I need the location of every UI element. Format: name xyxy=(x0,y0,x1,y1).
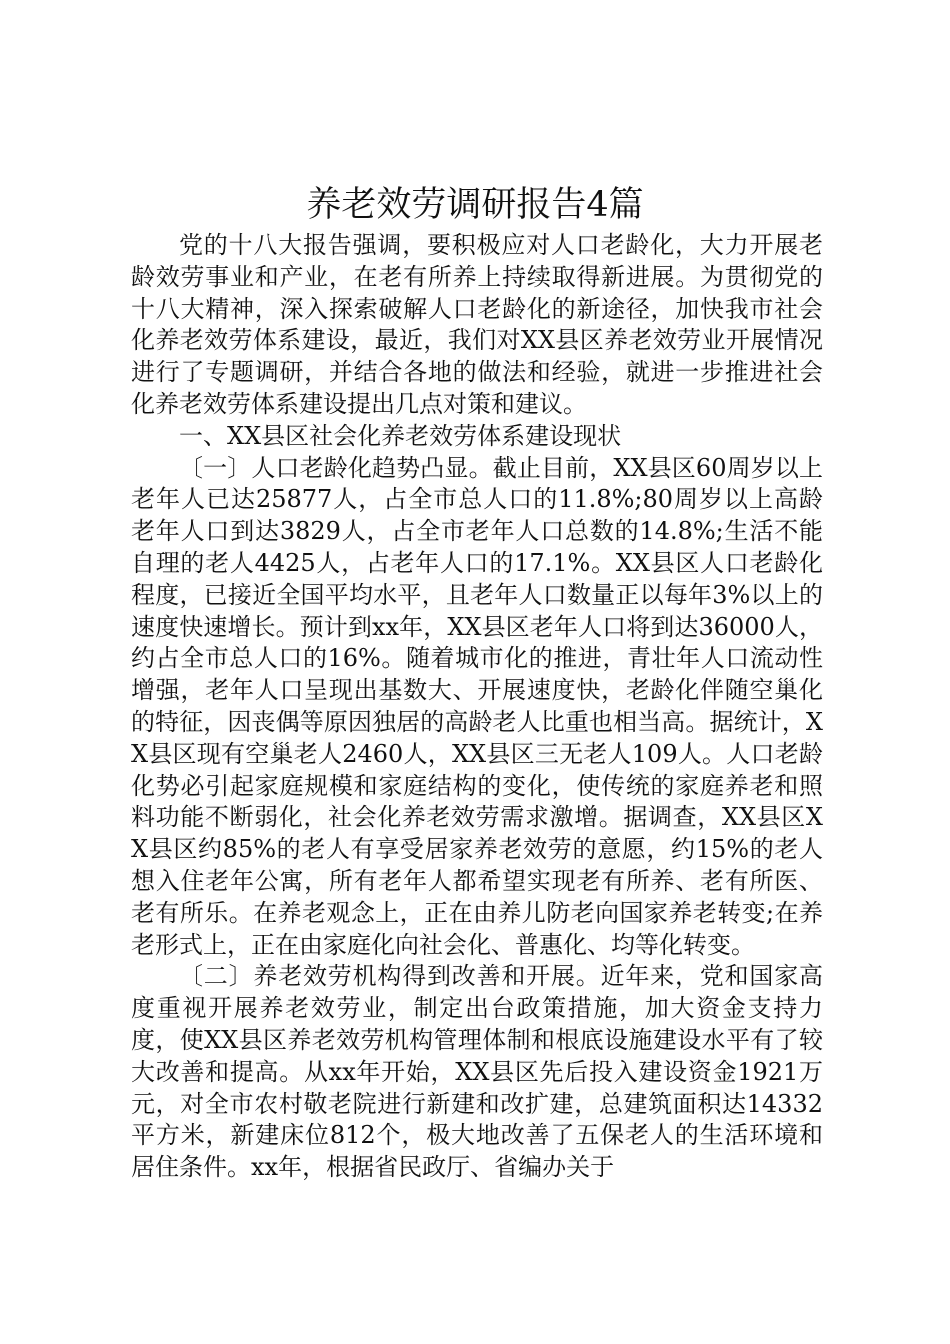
section-heading-1: 一、XX县区社会化养老效劳体系建设现状 xyxy=(179,421,622,450)
document-title: 养老效劳调研报告4篇 xyxy=(306,185,644,225)
paragraph-service-institutions: 〔二〕养老效劳机构得到改善和开展。近年来，党和国家高度重视开展养老效劳业，制定出台政策措施，加大资金支持力度，使XX县区养老效劳机构管理体制和根底设施建设水平有了较大改善和提高。从xx年开始，XX县区先后投入建设资金1921万元，对全市农村敬老院进行新建和改扩建，总建筑面积达14332平方米，新建床位812个，极大地改善了五保老人的生活环境和居住条件。xx年，根据省民政厅、省编办关于 xyxy=(131,962,823,1182)
paragraph-intro: 党的十八大报告强调，要积极应对人口老龄化，大力开展老龄效劳事业和产业，在老有所养上持续取得新进展。为贯彻党的十八大精神，深入探索破解人口老龄化的新途径，加快我市社会化养老效劳体系建设，最近，我们对XX县区养老效劳业开展情况进行了专题调研，并结合各地的做法和经验，就进一步推进社会化养老效劳体系建设提出几点对策和建议。 xyxy=(131,231,823,418)
document-body xyxy=(131,230,823,1184)
paragraph-aging-trend: 〔一〕人口老龄化趋势凸显。截止目前，XX县区60周岁以上老年人已达25877人，占全市总人口的11.8%;80周岁以上高龄老年人口到达3829人，占全市老年人口总数的14.8%;生活不能自理的老人4425人，占老年人口的17.1%。XX县区人口老龄化程度，已接近全国平均水平，且老年人口数量正以每年3%以上的速度快速增长。预计到xx年，XX县区老年人口将到达36000人，约占全市总人口的16%。随着城市化的推进，青壮年人口流动性增强，老年人口呈现出基数大、开展速度快，老龄化伴随空巢化的特征，因丧偶等原因独居的高龄老人比重也相当高。据统计，XX县区现有空巢老人2460人，XX县区三无老人109人。人口老龄化势必引起家庭规模和家庭结构的变化，使传统的家庭养老和照料功能不断弱化，社会化养老效劳需求激增。据调查，XX县区XX县区约85%的老人有享受居家养老效劳的意愿，约15%的老人想入住老年公寓，所有老年人都希望实现老有所养、老有所医、老有所乐。在养老观念上，正在由养儿防老向国家养老转变;在养老形式上，正在由家庭化向社会化、普惠化、均等化转变。 xyxy=(131,453,823,959)
